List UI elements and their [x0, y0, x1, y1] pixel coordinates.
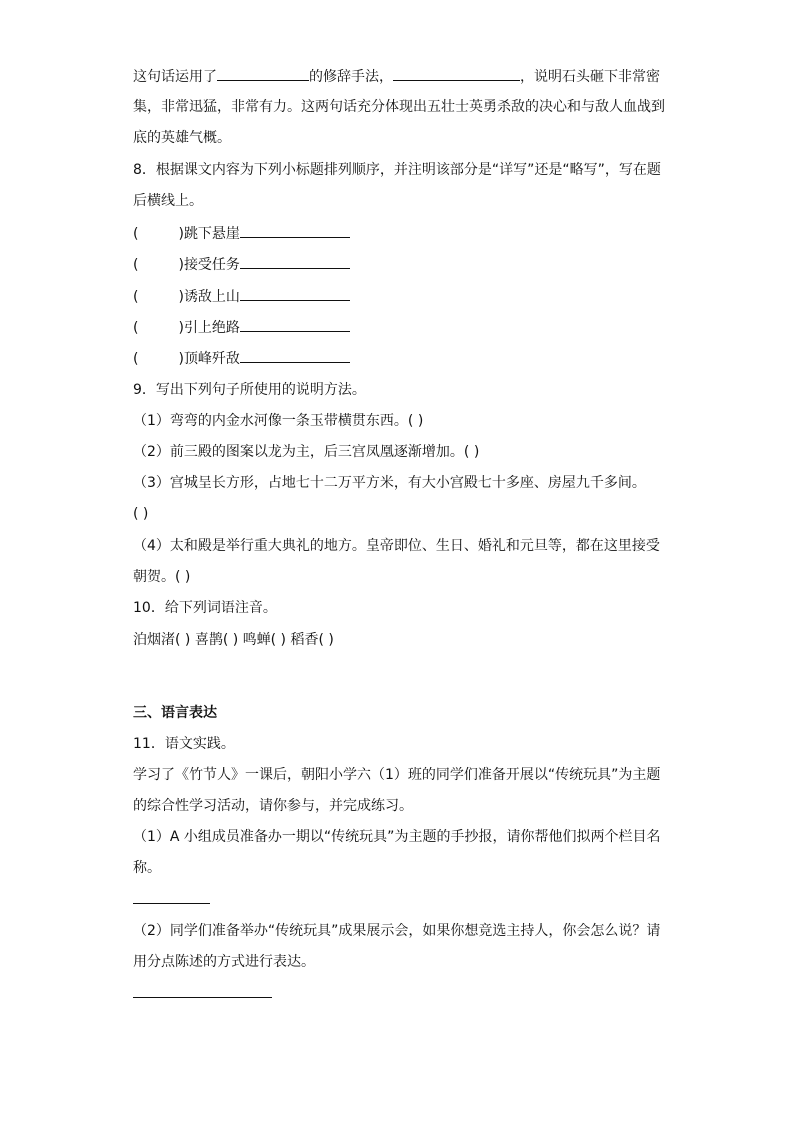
answer-blank[interactable]: [240, 254, 350, 269]
answer-line-part2[interactable]: [133, 997, 272, 998]
order-paren[interactable]: ( ): [133, 226, 184, 242]
q8-item-4: [133, 317, 350, 338]
answer-blank[interactable]: [240, 286, 350, 301]
q9-title: 9．写出下列句子所使用的说明方法。: [133, 382, 366, 398]
q8-item-label: 接受任务: [183, 257, 240, 273]
order-paren[interactable]: ( ): [133, 289, 184, 305]
q8-item-2: [133, 254, 350, 275]
q9-sentence-3: （3）宫城呈长方形，占地七十二万平方米，有大小宫殿七十多座、房屋九千多间。: [133, 475, 646, 491]
answer-blank[interactable]: [217, 66, 309, 81]
q8-item-label: 跳下悬崖: [183, 226, 240, 242]
q9-sentence-1: （1）弯弯的内金水河像一条玉带横贯东西。( ): [133, 413, 424, 429]
q9-sentence-2: （2）前三殿的图案以龙为主，后三宫凤凰逐渐增加。( ): [133, 444, 480, 460]
q7-line-1: [133, 66, 660, 87]
q11-part1-line-1: （1）A 小组成员准备办一期以“传统玩具”为主题的手抄报，请你帮他们拟两个栏目名: [133, 829, 661, 845]
q8-item-1: [133, 223, 350, 244]
q11-intro-line-2: 的综合性学习活动，请你参与，并完成练习。: [133, 798, 413, 814]
q7-line-3: 底的英雄气概。: [133, 130, 231, 146]
q11-intro-line-1: 学习了《竹节人》一课后，朝阳小学六（1）班的同学们准备开展以“传统玩具”为主题: [133, 767, 661, 783]
order-paren[interactable]: ( ): [133, 320, 184, 336]
q8-item-label: 顶峰歼敌: [183, 351, 240, 367]
answer-blank[interactable]: [240, 223, 350, 238]
q11-part1-line-2: 称。: [133, 860, 161, 876]
q11-part2-line-1: （2）同学们准备举办“传统玩具”成果展示会，如果你想竞选主持人，你会怎么说？请: [133, 923, 661, 939]
order-paren[interactable]: ( ): [133, 257, 184, 273]
answer-blank[interactable]: [240, 348, 350, 363]
answer-blank[interactable]: [393, 66, 520, 81]
q8-item-label: 引上绝路: [183, 320, 240, 336]
q8-item-5: [133, 348, 350, 369]
q9-sentence-3-answer[interactable]: ( ): [133, 506, 149, 522]
q7-line-2: 集，非常迅猛，非常有力。这两句话充分体现出五壮士英勇杀敌的决心和与敌人血战到: [133, 99, 665, 115]
answer-blank[interactable]: [240, 317, 350, 332]
q7-text-b: 的修辞手法，: [309, 69, 393, 85]
q10-title: 10．给下列词语注音。: [133, 600, 277, 616]
section-3-heading: 三、语言表达: [133, 705, 217, 721]
q8-title-line-2: 后横线上。: [133, 193, 203, 209]
q9-sentence-4-line-2: 朝贺。( ): [133, 569, 191, 585]
q7-text-c: ，说明石头砸下非常密: [520, 69, 660, 85]
order-paren[interactable]: ( ): [133, 351, 184, 367]
q10-words: 泊烟渚( ) 喜鹊( ) 鸣蝉( ) 稻香( ): [133, 632, 334, 648]
q8-item-label: 诱敌上山: [183, 289, 240, 305]
q8-item-3: [133, 286, 350, 307]
q7-text-a: 这句话运用了: [133, 69, 217, 85]
q11-part2-line-2: 用分点陈述的方式进行表达。: [133, 954, 315, 970]
q9-sentence-4-line-1: （4）太和殿是举行重大典礼的地方。皇帝即位、生日、婚礼和元旦等，都在这里接受: [133, 538, 660, 554]
q11-title: 11．语文实践。: [133, 736, 235, 752]
answer-line-part1[interactable]: [133, 903, 210, 904]
q8-title-line-1: 8．根据课文内容为下列小标题排列顺序，并注明该部分是“详写”还是“略写”，写在题: [133, 162, 661, 178]
